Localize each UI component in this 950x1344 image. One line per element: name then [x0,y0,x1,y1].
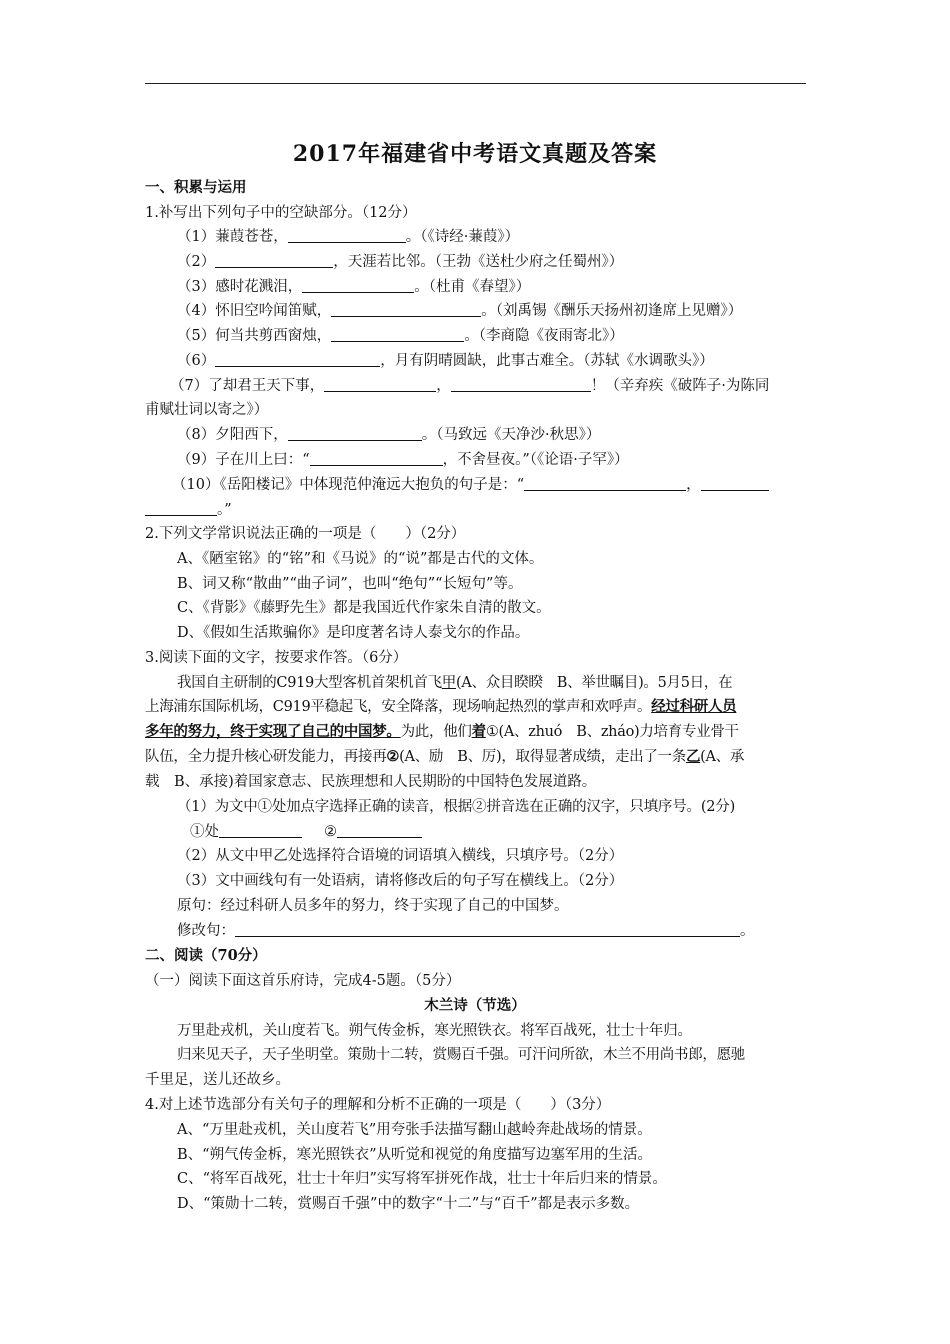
answer-blank[interactable] [451,377,591,392]
question-2: 2.下列文学常识说法正确的一项是（ ）（2分） [145,526,466,542]
poem-line-1: 万里赴戎机，关山度若飞。朔气传金柝，寒光照铁衣。将军百战死，壮士十年归。 [177,1023,692,1039]
section-heading-1: 一、积累与运用 [145,179,247,196]
q1-item-9: （9）子在川上曰：“ ，不舍昼夜。”（《论语·子罕》） [177,452,629,468]
poem-title: 木兰诗（节选） [424,997,526,1014]
answer-blank[interactable] [302,278,414,293]
q3-passage-line-2: 上海浦东国际机场，C919平稳起飞，安全降落，现场响起热烈的掌声和欢呼声。经过科研人员 [145,698,737,715]
answer-blank[interactable] [219,823,302,838]
q3-original-sentence: 原句：经过科研人员多年的努力，终于实现了自己的中国梦。 [177,898,569,914]
answer-blank[interactable] [324,377,436,392]
q3-sub-3: （3）文中画线句有一处语病，请将修改后的句子写在横线上。（2分） [177,873,624,889]
q4-option-c: C、“将军百战死，壮士十年归”实写将军拼死作战，壮士十年后归来的情景。 [177,1171,667,1187]
reading-intro: （一）阅读下面这首乐府诗，完成4-5题。（5分） [145,973,461,989]
q2-option-b: B、词又称“散曲”“曲子词”，也叫“绝句”“长短句”等。 [177,576,523,592]
answer-blank[interactable] [337,823,422,838]
q3-passage-line-1: 我国自主研制的C919大型客机首架机首飞甲(A、众目睽睽 B、举世瞩目)。5月5日，在 [177,675,733,691]
q1-item-10-cont: 。” [145,500,232,520]
q3-passage-line-3: 多年的努力，终于实现了自己的中国梦。为此，他们着①(A、zhuó B、zháo)力培育专业骨干 [145,723,739,740]
header-rule [145,83,806,84]
q1-item-8: （8）夕阳西下， 。（马致远《天净沙·秋思》） [177,427,601,443]
answer-blank[interactable] [235,922,740,937]
section-heading-2: 二、阅读（70分） [145,947,267,964]
q3-sub-1: （1）为文中①处加点字选择正确的读音，根据②拼音选在正确的汉字，只填序号。(2分) [177,799,736,815]
q2-option-c: C、《背影》《藤野先生》都是我国近代作家朱自清的散文。 [177,600,551,616]
answer-blank[interactable] [215,253,333,268]
q2-option-d: D、《假如生活欺骗你》是印度著名诗人泰戈尔的作品。 [177,625,530,641]
q4-option-b: B、“朔气传金柝，寒光照铁衣”从听觉和视觉的角度描写边塞军用的生活。 [177,1147,652,1163]
answer-blank[interactable] [331,327,464,342]
q1-item-1: （1）蒹葭苍苍， 。（《诗经·蒹葭》） [177,229,520,245]
q4-option-d: D、“策勋十二转，赏赐百千强”中的数字“十二”与“百千”都是表示多数。 [177,1196,640,1212]
question-1: 1.补写出下列句子中的空缺部分。（12分） [145,205,417,221]
q4-option-a: A、“万里赴戎机，关山度若飞”用夸张手法描写翻山越岭奔赴战场的情景。 [177,1122,652,1138]
q1-item-5: （5）何当共剪西窗烛， 。（李商隐《夜雨寄北》） [177,328,624,344]
answer-blank[interactable] [288,426,422,441]
q1-item-6: （6） ，月有阴晴圆缺，此事古难全。（苏轼《水调歌头》） [177,353,714,369]
answer-blank[interactable] [145,501,217,516]
page-title: 2017年福建省中考语文真题及答案 [292,141,658,167]
q1-item-4: （4）怀旧空吟闻笛赋， 。（刘禹锡《酬乐天扬州初逢席上见赠》） [177,303,743,319]
q3-sub-2: （2）从文中甲乙处选择符合语境的词语填入横线，只填序号。（2分） [177,848,624,864]
question-4: 4.对上述节选部分有关句子的理解和分析不正确的一项是（ ）（3分） [145,1097,611,1113]
poem-line-2: 归来见天子，天子坐明堂。策勋十二转，赏赐百千强。可汗问所欲，木兰不用尚书郎，愿驰 [177,1047,745,1063]
q1-item-3: （3）感时花溅泪， 。（杜甫《春望》） [177,279,531,295]
q3-passage-line-4: 队伍，全力提升核心研发能力，再接再②(A、励 B、厉)，取得显著成绩，走出了一条乙(A、承 [145,748,745,765]
answer-blank[interactable] [215,352,380,367]
q1-item-7-cont: 甫赋壮词以寄之》） [145,402,269,418]
answer-blank[interactable] [701,476,769,491]
question-3: 3.阅读下面的文字，按要求作答。（6分） [145,650,408,666]
answer-blank[interactable] [331,302,481,317]
answer-blank[interactable] [310,451,443,466]
answer-blank[interactable] [524,476,686,491]
q1-item-2: （2） ，天涯若比邻。（王勃《送杜少府之任蜀州》） [177,254,624,270]
q3-sub-1-answers: ①处 ② [190,822,422,842]
q1-item-7: （7）了却君王天下事， ， ！（辛弃疾《破阵子·为陈同 [170,378,770,394]
q3-passage-line-5: 载 B、承接)着国家意志、民族理想和人民期盼的中国特色发展道路。 [145,774,597,790]
answer-blank[interactable] [288,228,406,243]
q2-option-a: A、《陋室铭》的“铭”和《马说》的“说”都是古代的文体。 [177,551,544,567]
q3-revised-sentence: 修改句： 。 [177,923,755,939]
q1-item-10: （10）《岳阳楼记》中体现范仲淹远大抱负的句子是：“ ， [172,475,769,495]
poem-line-3: 千里足，送儿还故乡。 [145,1072,290,1088]
